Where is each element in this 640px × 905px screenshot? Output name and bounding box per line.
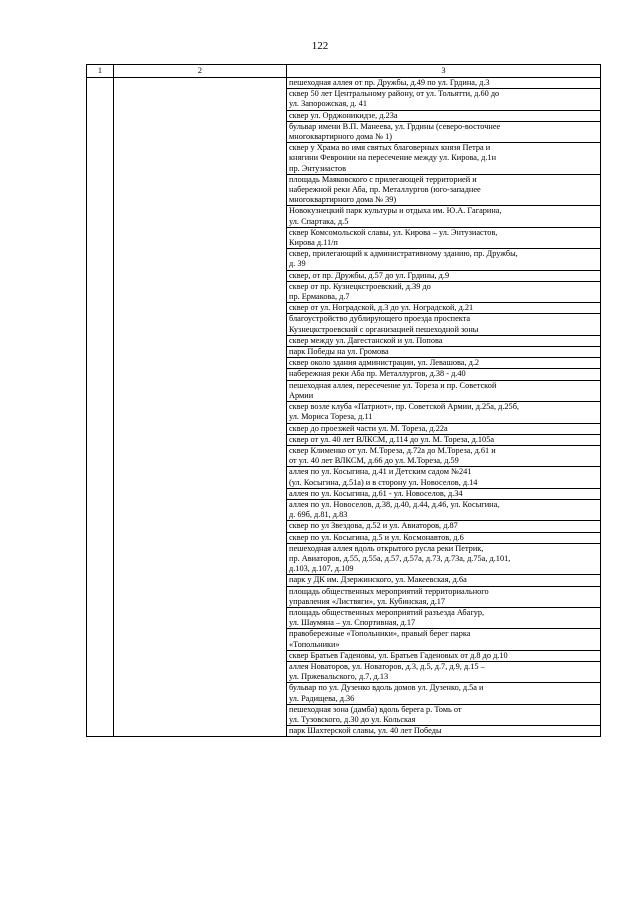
cell-text-line: сквер, от пр. Дружбы, д.57 до ул. Грдины, д.9 <box>289 270 450 280</box>
cell-text-line: сквер до проезжей части ул. М. Тореза, д.22а <box>289 423 448 433</box>
cell-text-line: ул. Тузовского, д.30 до ул. Кольская <box>289 714 416 724</box>
location-cell <box>287 423 601 434</box>
location-cell <box>287 586 601 607</box>
location-cell <box>287 227 601 248</box>
location-cell <box>287 270 601 281</box>
cell-text-line: многоквартирного дома № 1) <box>289 132 393 142</box>
cell-text-line: сквер от пр. Кузнецкстроевский, д.39 до <box>289 281 431 291</box>
cell-text-line: ул. Шаумяна – ул. Спортивная, д.17 <box>289 618 416 628</box>
cell-text-line: сквер от ул. Ноградской, д.3 до ул. Ноградской, д.21 <box>289 303 474 313</box>
location-cell <box>287 661 601 682</box>
cell-text-line: пр. Ермакова, д.7 <box>289 292 350 302</box>
cell-text-line: набережная реки Аба пр. Металлургов, д.38 - д.40 <box>289 369 466 379</box>
cell-text-line: аллея по ул. Новоселов, д.38, д.40, д.44, д.46, ул. Косыгина, <box>289 499 500 509</box>
location-cell <box>287 467 601 488</box>
location-cell <box>287 143 601 175</box>
table-row <box>87 78 601 89</box>
location-cell <box>287 369 601 380</box>
location-cell <box>287 380 601 401</box>
location-cell <box>287 303 601 314</box>
location-cell <box>287 532 601 543</box>
cell-text-line: ул. Мориса Тореза, д.11 <box>289 412 373 422</box>
cell-text-line: аллея по ул. Косыгина, д.41 и Детским садом №241 <box>289 467 472 477</box>
location-cell <box>287 607 601 628</box>
cell-text-line: парк Победы на ул. Громова <box>289 347 389 357</box>
cell-text-line: сквер между ул. Дагестанской и ул. Попова <box>289 335 443 345</box>
location-cell <box>287 543 601 575</box>
location-cell <box>287 89 601 110</box>
cell-text-line: ул. Запорожская, д. 41 <box>289 99 367 109</box>
cell-text-line: площадь общественных мероприятий разъезда Абагур, <box>289 607 485 617</box>
cell-text-line: пр. Авиаторов, д.55, д.55а, д.57, д.57а, д.73, д.73а, д.75а, д.101, <box>289 553 511 563</box>
cell-text-line: сквер Братьев Гаденовы, ул. Братьев Гаденовых от д.8 до д.10 <box>289 650 508 660</box>
location-cell <box>287 629 601 650</box>
cell-text-line: сквер возле клуба «Патриот», пр. Советской Армии, д.25а, д.25б, <box>289 402 520 412</box>
location-cell <box>287 650 601 661</box>
cell-text-line: многоквартирного дома № 39) <box>289 195 397 205</box>
cell-text-line: «Топольники» <box>289 639 340 649</box>
column-header-2: 2 <box>114 65 287 78</box>
cell-text-line: бульвар по ул. Дузенко вдоль домов ул. Дузенко, д.5а и <box>289 683 484 693</box>
column-2-cell <box>114 78 287 737</box>
cell-text-line: парк у ДК им. Дзержинского, ул. Макеевская, д.6а <box>289 575 467 585</box>
cell-text-line: ул. Спартака, д.5 <box>289 216 349 226</box>
cell-text-line: набережной реки Аба, пр. Металлургов (юго-западнее <box>289 185 481 195</box>
header-row <box>87 65 601 78</box>
cell-text-line: управления «Листвяги», ул. Кубинская, д.17 <box>289 596 446 606</box>
cell-text-line: парк Шахтерской славы, ул. 40 лет Победы <box>289 726 442 736</box>
cell-text-line: сквер ул. Орджоникидзе, д.23а <box>289 110 398 120</box>
cell-text-line: д. 69б, д.81, д.83 <box>289 510 348 520</box>
location-cell <box>287 335 601 346</box>
location-cell <box>287 575 601 586</box>
column-header-1: 1 <box>87 65 114 78</box>
location-cell <box>287 281 601 302</box>
cell-text-line: от ул. 40 лет ВЛКСМ, д.66 до ул. М.Тореза, д.59 <box>289 456 459 466</box>
location-cell <box>287 121 601 142</box>
cell-text-line: благоустройство дублирующего проезда проспекта <box>289 314 471 324</box>
location-cell <box>287 249 601 270</box>
location-cell <box>287 488 601 499</box>
cell-text-line: сквер, прилегающий к административному зданию, пр. Дружбы, <box>289 249 518 259</box>
cell-text-line: ул. Радищева, д.36 <box>289 693 355 703</box>
cell-text-line: пешеходная аллея вдоль открытого русла реки Петрик, <box>289 543 484 553</box>
cell-text-line: княгини Февронии на пересечение между ул. Кирова, д.1н <box>289 153 497 163</box>
location-cell <box>287 704 601 725</box>
cell-text-line: пр. Энтузиастов <box>289 163 346 173</box>
cell-text-line: сквер Клименко от ул. М.Тореза, д.72а до М.Тореза, д.61 и <box>289 445 496 455</box>
cell-text-line: пешеходная аллея, пересечение ул. Тореза и пр. Советской <box>289 380 497 390</box>
cell-text-line: д.103, д.107, д.109 <box>289 564 354 574</box>
location-cell <box>287 347 601 358</box>
location-cell <box>287 499 601 520</box>
location-cell <box>287 78 601 89</box>
cell-text-line: сквер Комсомольской славы, ул. Кирова – ул. Энтузиастов, <box>289 227 498 237</box>
location-cell <box>287 683 601 704</box>
location-cell <box>287 110 601 121</box>
cell-text-line: д. 39 <box>289 259 306 269</box>
cell-text-line: пешеходная аллея от пр. Дружбы, д.49 по ул. Грдина, д.3 <box>289 78 490 87</box>
location-cell <box>287 445 601 466</box>
location-cell <box>287 206 601 227</box>
location-cell <box>287 174 601 206</box>
cell-text-line: площадь общественных мероприятий территориального <box>289 586 489 596</box>
cell-text-line: сквер у Храма во имя святых благоверных князя Петра и <box>289 143 491 153</box>
column-1-cell <box>87 78 114 737</box>
cell-text-line: площадь Маяковского с прилегающей территорией и <box>289 174 477 184</box>
column-header-3: 3 <box>287 65 601 78</box>
location-cell <box>287 521 601 532</box>
location-cell <box>287 314 601 335</box>
location-cell <box>287 434 601 445</box>
cell-text-line: пешеходная зона (дамба) вдоль берега р. Томь от <box>289 704 462 714</box>
location-cell <box>287 726 601 737</box>
cell-text-line: бульвар имени В.П. Манеева, ул. Грдины (северо-восточнее <box>289 121 501 131</box>
cell-text-line: сквер около здания администрации, ул. Левашова, д.2 <box>289 358 480 368</box>
cell-text-line: Армии <box>289 390 314 400</box>
cell-text-line: Кузнецкстроевский с организацией пешеходной зоны <box>289 324 479 334</box>
cell-text-line: (ул. Косыгина, д.51а) и в сторону ул. Новоселов, д.14 <box>289 477 478 487</box>
cell-text-line: аллея по ул. Косыгина, д.61 - ул. Новоселов, д.34 <box>289 488 463 498</box>
cell-text-line: сквер по ул. Косыгина, д.5 и ул. Космонавтов, д.6 <box>289 532 464 542</box>
location-cell <box>287 358 601 369</box>
cell-text-line: сквер от ул. 40 лет ВЛКСМ, д.114 до ул. М. Тореза, д.105а <box>289 434 495 444</box>
cell-text-line: сквер 50 лет Центральному району, от ул. Тольятти, д.60 до <box>289 89 500 99</box>
cell-text-line: ул. Пржевальского, д.7, д.13 <box>289 672 389 682</box>
cell-text-line: правобережные «Топольники», правый берег парка <box>289 629 471 639</box>
cell-text-line: Новокузнецкий парк культуры и отдыха им. Ю.А. Гагарина, <box>289 206 502 216</box>
location-cell <box>287 402 601 423</box>
cell-text-line: Кирова д.11/п <box>289 238 338 248</box>
cell-text-line: аллея Новаторов, ул. Новаторов, д.3, д.5, д.7, д.9, д.15 – <box>289 661 485 671</box>
table-body <box>87 78 601 737</box>
cell-text-line: сквер по ул Звездова, д.52 и ул. Авиаторов, д.87 <box>289 521 458 531</box>
document-table <box>86 64 601 737</box>
page-number: 122 <box>311 40 329 52</box>
